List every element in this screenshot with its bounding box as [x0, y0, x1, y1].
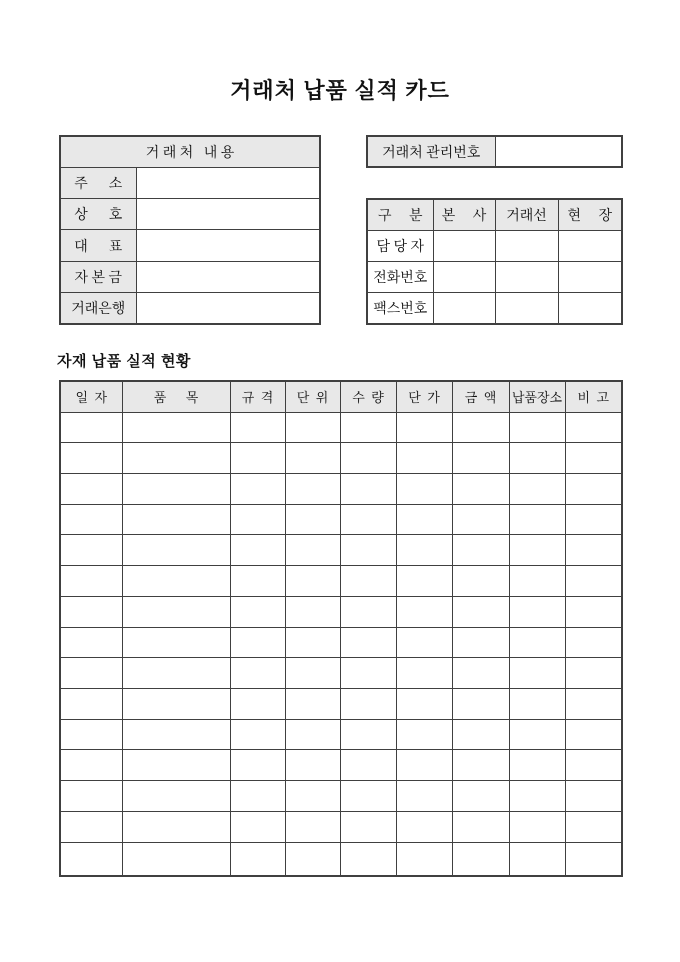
client-info-value-business-name: [136, 199, 320, 230]
client-info-row-representative: [60, 230, 320, 261]
delivery-cell: [452, 566, 509, 597]
management-number-label: 거래처 관리번호: [367, 136, 495, 167]
delivery-cell: [340, 781, 396, 812]
delivery-cell: [285, 627, 340, 658]
delivery-cell: [452, 627, 509, 658]
delivery-cell: [122, 535, 230, 566]
delivery-cell: [452, 719, 509, 750]
delivery-row: [60, 473, 622, 504]
management-number-table: [366, 135, 623, 168]
delivery-cell: [60, 412, 122, 443]
delivery-cell: [452, 842, 509, 876]
client-info-label-representative: 대 표: [60, 230, 136, 261]
delivery-cell: [230, 412, 285, 443]
delivery-cell: [122, 596, 230, 627]
delivery-cell: [60, 504, 122, 535]
delivery-cell: [285, 504, 340, 535]
delivery-row: [60, 750, 622, 781]
delivery-cell: [122, 473, 230, 504]
contact-column-category: 구 분: [367, 199, 433, 231]
delivery-cell: [340, 658, 396, 689]
delivery-row: [60, 842, 622, 876]
client-info-row-business-name: [60, 199, 320, 230]
delivery-cell: [60, 719, 122, 750]
delivery-table-body: [60, 412, 622, 876]
contact-cell: [433, 231, 495, 262]
delivery-cell: [396, 658, 452, 689]
contact-cell: [558, 231, 622, 262]
delivery-cell: [396, 443, 452, 474]
delivery-cell: [60, 443, 122, 474]
management-number-value: [495, 136, 622, 167]
delivery-cell: [509, 688, 565, 719]
delivery-cell: [122, 688, 230, 719]
client-info-header-row: [60, 136, 320, 168]
delivery-cell: [565, 719, 622, 750]
delivery-cell: [230, 443, 285, 474]
delivery-cell: [122, 781, 230, 812]
delivery-cell: [452, 504, 509, 535]
delivery-cell: [122, 412, 230, 443]
delivery-cell: [396, 688, 452, 719]
contact-cell: [495, 231, 558, 262]
delivery-row: [60, 658, 622, 689]
contact-label-person: 담 당 자: [367, 231, 433, 262]
delivery-cell: [396, 750, 452, 781]
delivery-cell: [340, 688, 396, 719]
client-info-table: [59, 135, 321, 325]
delivery-cell: [452, 443, 509, 474]
contact-column-business-line: 거래선: [495, 199, 558, 231]
delivery-cell: [452, 750, 509, 781]
delivery-row: [60, 719, 622, 750]
delivery-cell: [60, 566, 122, 597]
delivery-row: [60, 504, 622, 535]
delivery-cell: [396, 781, 452, 812]
delivery-cell: [340, 596, 396, 627]
client-info-value-representative: [136, 230, 320, 261]
delivery-cell: [452, 473, 509, 504]
delivery-cell: [509, 443, 565, 474]
delivery-cell: [565, 566, 622, 597]
delivery-cell: [60, 535, 122, 566]
delivery-cell: [285, 535, 340, 566]
delivery-cell: [452, 535, 509, 566]
delivery-cell: [285, 842, 340, 876]
contact-cell: [558, 292, 622, 324]
delivery-cell: [565, 658, 622, 689]
delivery-cell: [340, 473, 396, 504]
delivery-cell: [509, 412, 565, 443]
delivery-cell: [230, 750, 285, 781]
delivery-cell: [60, 688, 122, 719]
delivery-cell: [396, 719, 452, 750]
delivery-column-date: 일 자: [60, 381, 122, 412]
delivery-cell: [340, 566, 396, 597]
delivery-cell: [230, 566, 285, 597]
delivery-row: [60, 412, 622, 443]
delivery-cell: [60, 750, 122, 781]
delivery-cell: [230, 811, 285, 842]
client-info-row-bank: [60, 292, 320, 324]
delivery-cell: [396, 566, 452, 597]
delivery-cell: [230, 781, 285, 812]
client-info-header: 거 래 처 내 용: [60, 136, 320, 168]
client-info-row-address: [60, 168, 320, 199]
delivery-cell: [452, 781, 509, 812]
delivery-cell: [230, 535, 285, 566]
client-info-value-capital: [136, 261, 320, 292]
delivery-cell: [396, 412, 452, 443]
delivery-cell: [396, 842, 452, 876]
delivery-cell: [509, 627, 565, 658]
delivery-cell: [509, 596, 565, 627]
delivery-cell: [509, 719, 565, 750]
delivery-cell: [340, 535, 396, 566]
delivery-row: [60, 688, 622, 719]
delivery-cell: [509, 504, 565, 535]
client-info-label-capital: 자 본 금: [60, 261, 136, 292]
delivery-cell: [285, 750, 340, 781]
delivery-cell: [122, 627, 230, 658]
delivery-cell: [565, 504, 622, 535]
client-info-value-bank: [136, 292, 320, 324]
delivery-cell: [340, 719, 396, 750]
delivery-cell: [60, 596, 122, 627]
delivery-cell: [60, 627, 122, 658]
delivery-cell: [340, 504, 396, 535]
delivery-cell: [122, 443, 230, 474]
contact-cell: [495, 261, 558, 292]
delivery-cell: [285, 596, 340, 627]
delivery-cell: [122, 719, 230, 750]
delivery-cell: [509, 535, 565, 566]
delivery-cell: [509, 750, 565, 781]
delivery-cell: [509, 473, 565, 504]
delivery-cell: [230, 688, 285, 719]
delivery-cell: [285, 719, 340, 750]
delivery-cell: [396, 596, 452, 627]
delivery-cell: [565, 473, 622, 504]
delivery-cell: [565, 688, 622, 719]
delivery-cell: [285, 658, 340, 689]
delivery-cell: [122, 842, 230, 876]
delivery-cell: [396, 627, 452, 658]
delivery-cell: [230, 504, 285, 535]
delivery-cell: [230, 658, 285, 689]
contact-column-head-office: 본 사: [433, 199, 495, 231]
delivery-cell: [230, 596, 285, 627]
delivery-column-unit: 단 위: [285, 381, 340, 412]
contact-row-person: [367, 231, 622, 262]
delivery-cell: [509, 566, 565, 597]
contact-label-fax: 팩스번호: [367, 292, 433, 324]
delivery-cell: [60, 473, 122, 504]
delivery-row: [60, 443, 622, 474]
delivery-cell: [452, 658, 509, 689]
delivery-cell: [285, 443, 340, 474]
delivery-cell: [396, 811, 452, 842]
delivery-header-row: [60, 381, 622, 412]
contact-cell: [495, 292, 558, 324]
delivery-cell: [565, 781, 622, 812]
delivery-cell: [122, 566, 230, 597]
delivery-table: [59, 380, 623, 877]
delivery-cell: [509, 658, 565, 689]
delivery-cell: [565, 627, 622, 658]
delivery-column-remarks: 비 고: [565, 381, 622, 412]
client-info-row-capital: [60, 261, 320, 292]
section-heading: 자재 납품 실적 현황: [57, 353, 191, 370]
delivery-cell: [452, 596, 509, 627]
delivery-cell: [60, 811, 122, 842]
contact-row-fax: [367, 292, 622, 324]
delivery-cell: [452, 688, 509, 719]
delivery-cell: [565, 443, 622, 474]
delivery-cell: [285, 412, 340, 443]
delivery-row: [60, 566, 622, 597]
delivery-cell: [122, 504, 230, 535]
contact-cell: [433, 292, 495, 324]
delivery-cell: [340, 443, 396, 474]
contact-row-phone: [367, 261, 622, 292]
delivery-cell: [340, 750, 396, 781]
delivery-row: [60, 627, 622, 658]
delivery-row: [60, 781, 622, 812]
delivery-cell: [452, 412, 509, 443]
delivery-cell: [60, 658, 122, 689]
delivery-column-item: 품 목: [122, 381, 230, 412]
contact-column-site: 현 장: [558, 199, 622, 231]
delivery-cell: [509, 781, 565, 812]
management-number-row: [367, 136, 622, 167]
delivery-column-spec: 규 격: [230, 381, 285, 412]
delivery-cell: [230, 473, 285, 504]
client-info-label-business-name: 상 호: [60, 199, 136, 230]
delivery-cell: [509, 842, 565, 876]
delivery-cell: [565, 811, 622, 842]
contact-label-phone: 전화번호: [367, 261, 433, 292]
delivery-row: [60, 811, 622, 842]
delivery-cell: [230, 842, 285, 876]
delivery-cell: [230, 719, 285, 750]
client-info-label-bank: 거래은행: [60, 292, 136, 324]
delivery-column-amount: 금 액: [452, 381, 509, 412]
delivery-cell: [565, 535, 622, 566]
delivery-cell: [340, 412, 396, 443]
delivery-cell: [565, 750, 622, 781]
delivery-cell: [122, 658, 230, 689]
delivery-column-location: 납품장소: [509, 381, 565, 412]
delivery-row: [60, 596, 622, 627]
delivery-cell: [396, 535, 452, 566]
delivery-cell: [340, 811, 396, 842]
contact-cell: [558, 261, 622, 292]
client-info-value-address: [136, 168, 320, 199]
delivery-cell: [60, 842, 122, 876]
delivery-cell: [122, 811, 230, 842]
contact-table: [366, 198, 623, 325]
delivery-cell: [396, 473, 452, 504]
delivery-cell: [285, 811, 340, 842]
client-info-label-address: 주 소: [60, 168, 136, 199]
delivery-cell: [340, 842, 396, 876]
delivery-cell: [285, 566, 340, 597]
delivery-cell: [452, 811, 509, 842]
delivery-cell: [122, 750, 230, 781]
delivery-column-unit-price: 단 가: [396, 381, 452, 412]
delivery-cell: [285, 688, 340, 719]
delivery-cell: [340, 627, 396, 658]
delivery-cell: [565, 596, 622, 627]
delivery-cell: [285, 781, 340, 812]
delivery-cell: [509, 811, 565, 842]
delivery-cell: [396, 504, 452, 535]
delivery-row: [60, 535, 622, 566]
delivery-cell: [60, 781, 122, 812]
contact-header-row: [367, 199, 622, 231]
delivery-cell: [565, 412, 622, 443]
delivery-cell: [565, 842, 622, 876]
delivery-column-quantity: 수 량: [340, 381, 396, 412]
delivery-cell: [230, 627, 285, 658]
contact-cell: [433, 261, 495, 292]
delivery-cell: [285, 473, 340, 504]
page-title: 거래처 납품 실적 카드: [230, 78, 450, 103]
